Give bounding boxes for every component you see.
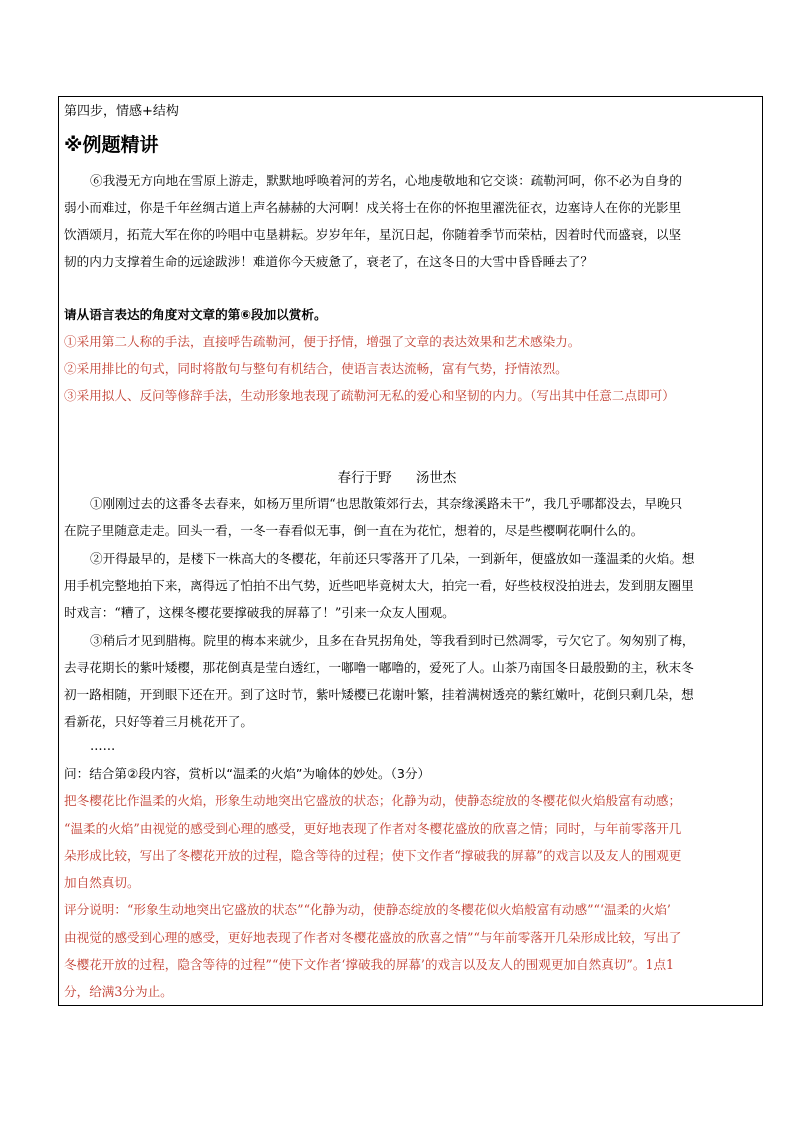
- scoring-line: 冬樱花开放的过程，隐含等待的过程”“使下文作者‘撑破我的屏幕’的戏言以及友人的围观更加自然真切”。1点1: [64, 957, 675, 972]
- passage1-line: ⑥我漫无方向地在雪原上游走，默默地呼唤着河的芳名，心地虔敬地和它交谈：疏勒河呵，你不必为自身的: [90, 173, 682, 188]
- answer1-item: ③采用拟人、反问等修辞手法，生动形象地表现了疏勒河无私的爱心和坚韧的内力。（写出其中任意二点即可）: [64, 388, 675, 403]
- passage2-line: 在院子里随意走走。回头一看，一冬一春看似无事，倒一直在为花忙，想着的，尽是些樱啊花啊什么的。: [64, 523, 644, 538]
- scoring-line: 评分说明：“形象生动地突出它盛放的状态”“化静为动，使静态绽放的冬樱花似火焰般富有动感”“‘温柔的火焰’: [64, 902, 671, 917]
- passage1-line: 弱小而难过，你是千年丝绸古道上声名赫赫的大河啊！戍关将士在你的怀抱里濯洗征衣，边塞诗人在你的光影里: [64, 200, 682, 215]
- article-title-row: [0, 466, 794, 486]
- answer2-line: 加自然真切。: [64, 875, 140, 890]
- section-heading: ※例题精讲: [64, 134, 159, 156]
- passage2-line: 用手机完整地拍下来，离得远了怕拍不出气势，近些吧毕竟树太大，拍完一看，好些枝杈没拍进去，发到朋友圈里: [64, 578, 694, 593]
- scoring-line: 由视觉的感受到心理的感受，更好地表现了作者对冬樱花盛放的欣喜之情”“与年前零落开几朵形成比较，写出了: [64, 930, 682, 945]
- passage2-line: ③稍后才见到腊梅。院里的梅本来就少，且多在旮旯拐角处，等我看到时已然凋零，亏欠它了。匆匆别了梅，: [90, 633, 695, 648]
- answer2-line: 把冬樱花比作温柔的火焰，形象生动地突出它盛放的状态；化静为动，使静态绽放的冬樱花似火焰般富有动感；: [64, 793, 682, 808]
- answer2-line: 朵形成比较，写出了冬樱花开放的过程，隐含等待的过程；使下文作者“撑破我的屏幕”的戏言以及友人的围观更: [64, 848, 682, 863]
- answer1-item: ①采用第二人称的手法，直接呼告疏勒河，便于抒情，增强了文章的表达效果和艺术感染力。: [64, 334, 581, 349]
- passage2-line: 初一路相随，开到眼下还在开。到了这时节，紫叶矮樱已花谢叶繁，挂着满树透亮的紫红嫩叶，花倒只剩几朵，想: [64, 687, 694, 702]
- passage2-line: 时戏言：“糟了，这棵冬樱花要撑破我的屏幕了！”引来一众友人围观。: [64, 605, 455, 620]
- passage1-line: 饮酒颂月，拓荒大军在你的吟唱中屯垦耕耘。岁岁年年，星沉日起，你随着季节而荣枯，因着时代而盛衰，以坚: [64, 227, 682, 242]
- article-author: 汤世杰: [415, 470, 457, 486]
- question1: 请从语言表达的角度对文章的第⑥段加以赏析。: [64, 307, 327, 322]
- question2: 问：结合第②段内容，赏析以“温柔的火焰”为喻体的妙处。（3分）: [64, 766, 431, 781]
- passage2-line: 去寻花期长的紫叶矮樱，那花倒真是莹白透红，一嘟噜一嘟噜的，爱死了人。山茶乃南国冬日最殷勤的主，秋末冬: [64, 660, 694, 675]
- step-title: 第四步，情感+结构: [64, 104, 179, 119]
- passage2-line: ②开得最早的，是楼下一株高大的冬樱花，年前还只零落开了几朵，一到新年，便盛放如一蓬温柔的火焰。想: [90, 551, 695, 566]
- passage2-line: ①刚刚过去的这番冬去春来，如杨万里所谓“也思散策郊行去，其奈缘溪路未干”，我几乎哪都没去，早晚只: [90, 496, 683, 511]
- passage2-line: 看新花，只好等着三月桃花开了。: [64, 714, 253, 729]
- answer2-line: “温柔的火焰”由视觉的感受到心理的感受，更好地表现了作者对冬樱花盛放的欣喜之情；同时，与年前零落开几: [64, 821, 682, 836]
- article-title: 春行于野: [337, 470, 392, 486]
- answer1-item: ②采用排比的句式，同时将散句与整句有机结合，使语言表达流畅，富有气势，抒情浓烈。: [64, 361, 568, 376]
- passage1-line: 韧的内力支撑着生命的远途跋涉！难道你今天疲惫了，衰老了，在这冬日的大雪中昏昏睡去了？: [64, 254, 593, 269]
- passage2-ellipsis: ……: [90, 738, 116, 753]
- scoring-line: 分，给满3分为止。: [64, 984, 173, 999]
